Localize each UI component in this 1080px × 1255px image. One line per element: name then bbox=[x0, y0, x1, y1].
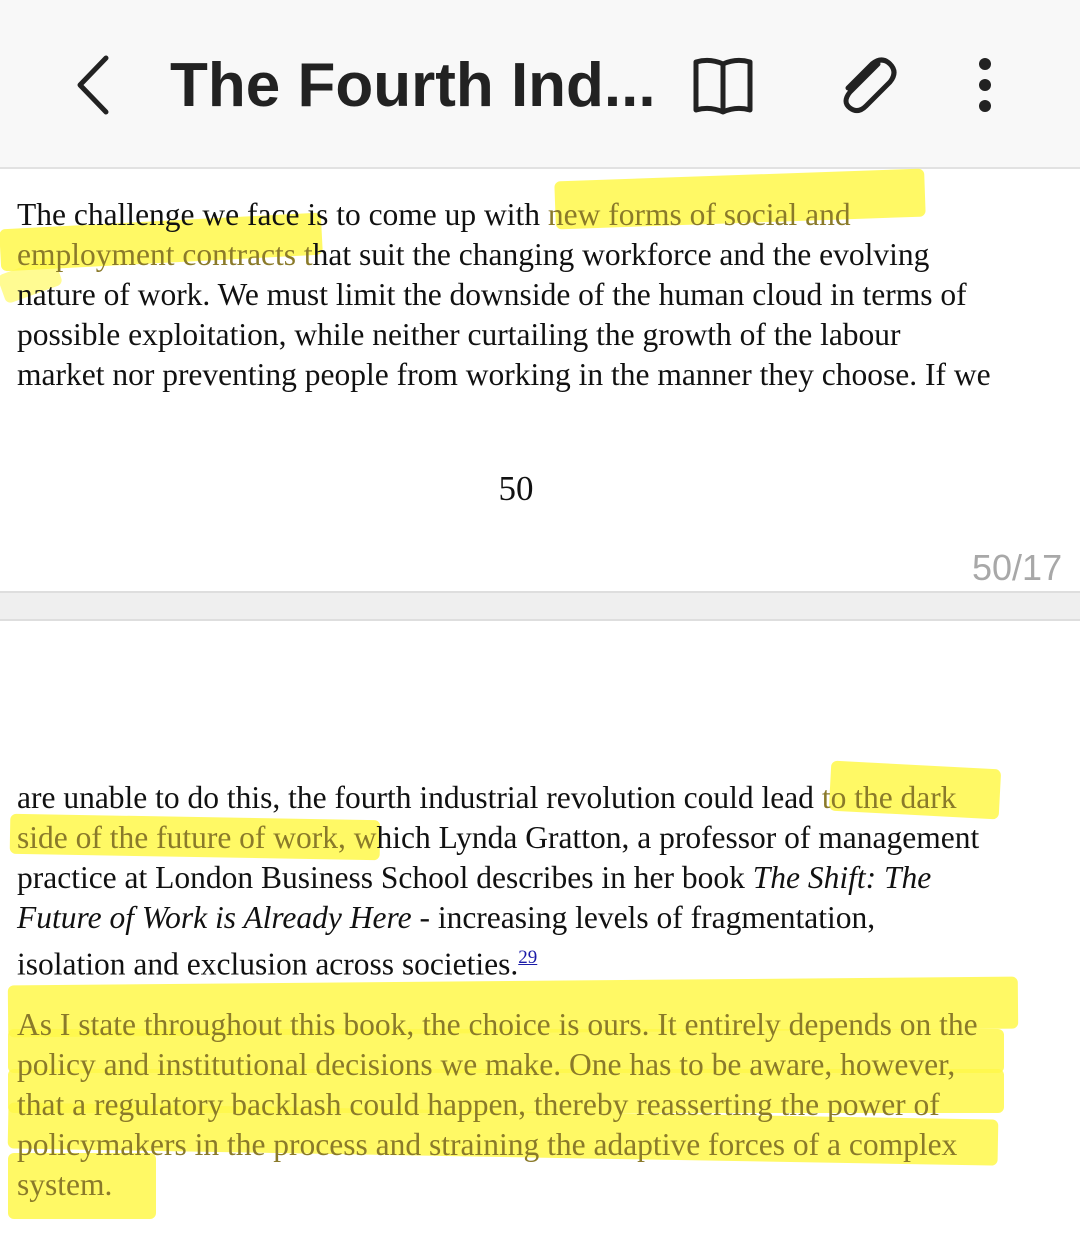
back-icon[interactable] bbox=[70, 52, 120, 118]
page-51 bbox=[0, 621, 1080, 1255]
paperclip-icon[interactable] bbox=[832, 50, 900, 120]
highlighted-paragraph: As I state throughout this book, the choice is ours. It entirely depends on the policy and institutional decisions we make. One has to be aware, however, that a regulatory backlash could happen, thereby reasserting the power of policymakers in the process and straining the adaptive forces of a complex system. bbox=[17, 1007, 978, 1202]
book-icon[interactable] bbox=[690, 50, 756, 120]
body-paragraph: The challenge we face is to come up with new forms of social and employment contracts that suit the changing workforce and the evolving nature of work. We must limit the downside of the human cloud in terms of possible exploitation, while neither curtailing the growth of the labour market nor preventing people from working in the manner they choose. If we bbox=[17, 197, 991, 392]
app-bar bbox=[0, 0, 1080, 169]
document-title: The Fourth Ind... bbox=[170, 51, 656, 120]
footnote-link[interactable]: 29 bbox=[518, 947, 538, 968]
more-vert-icon[interactable] bbox=[960, 50, 1010, 120]
page-separator bbox=[0, 591, 1080, 621]
page-indicator: 50/17 bbox=[972, 547, 1063, 588]
body-paragraph: are unable to do this, the fourth industrial revolution could lead to the dark side of the future of work, which Lynda Gratton, a professor of management practice at London Business School describes in her book The Shift: The Future of Work is Already Here - increasing levels of fragmentation, isolation and exclusion across societies.$^{29}$ bbox=[17, 780, 980, 982]
page-number: 50 bbox=[498, 469, 534, 508]
page-50 bbox=[0, 169, 1080, 591]
